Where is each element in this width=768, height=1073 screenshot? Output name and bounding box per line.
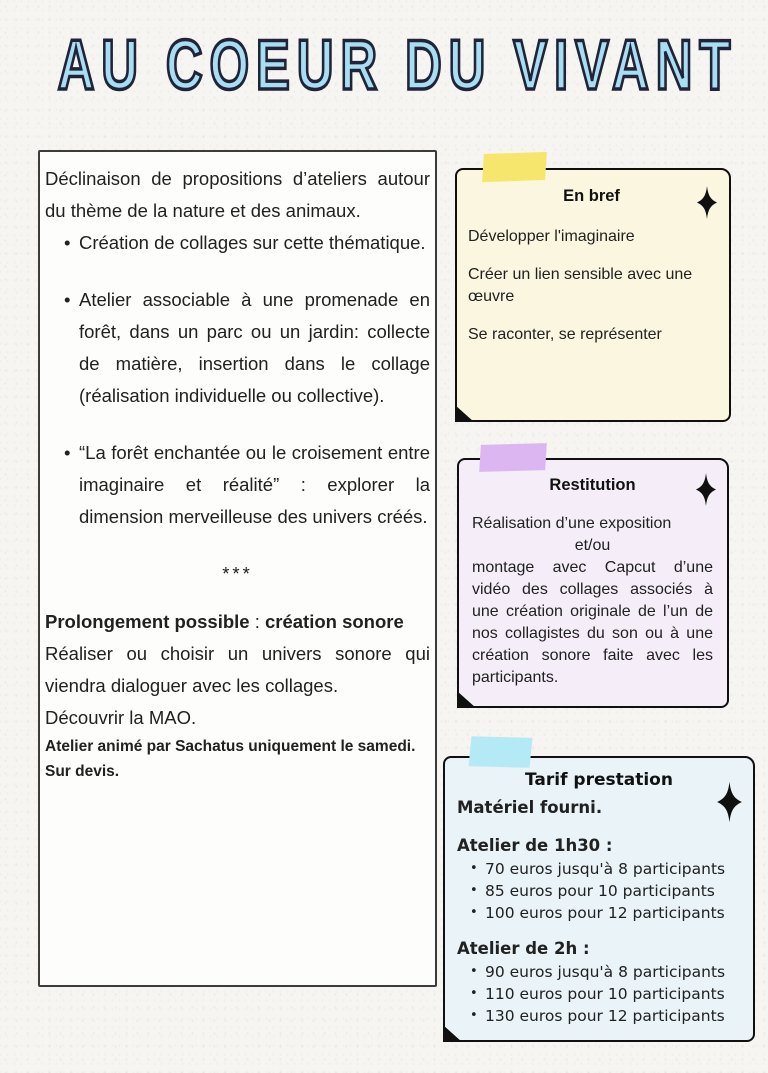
sparkle-icon	[716, 780, 743, 824]
card-line: Se raconter, se représenter	[468, 326, 662, 343]
price-item: • 90 euros jusqu'à 8 participants	[457, 961, 741, 983]
card-tarif-prestation	[443, 756, 755, 1042]
intro-paragraph: Déclinaison de propositions d’ateliers autour du thème de la nature et des animaux.	[45, 168, 430, 221]
price-item: • 100 euros pour 12 participants	[457, 902, 741, 924]
prolongement-colon: :	[249, 611, 265, 632]
price-list	[457, 858, 741, 924]
list-item: • Création de collages sur cette thématique.	[45, 227, 430, 259]
tape-icon	[479, 443, 547, 472]
sonore-paragraph: Réaliser ou choisir un univers sonore qui viendra dialoguer avec les collages.	[45, 643, 430, 696]
page-fold-icon	[443, 1025, 462, 1042]
main-text-box	[38, 150, 437, 987]
prolongement-line	[45, 606, 430, 638]
price-list	[457, 961, 741, 1027]
mao-line: Découvrir la MAO.	[45, 707, 197, 728]
card-line: Créer un lien sensible avec une œuvre	[468, 266, 693, 305]
card-line: Réalisation d’une exposition	[472, 515, 672, 532]
list-item: • Atelier associable à une promenade en forêt, dans un parc ou un jardin: collecte de matière, insertion dans le collage (réalisation individuelle ou collective).	[45, 284, 430, 412]
page-fold-icon	[457, 691, 476, 708]
asterisk-separator: ***	[222, 563, 253, 584]
tape-icon	[482, 152, 547, 182]
page-title: AU COEUR DU VIVANT	[57, 25, 738, 105]
price-item: • 85 euros pour 10 participants	[457, 880, 741, 902]
price-item: • 70 euros jusqu'à 8 participants	[457, 858, 741, 880]
card-paragraph: montage avec Capcut d’une vidéo des collages associés à une création originale de l’un de nos collagistes du son ou à une création sonore faite avec les participants.	[472, 559, 713, 686]
card-title: Tarif prestation	[525, 770, 673, 790]
card-title: Restitution	[549, 476, 636, 494]
card-line: et/ou	[574, 537, 611, 554]
sparkle-icon	[696, 184, 718, 221]
list-item: • “La forêt enchantée ou le croisement entre imaginaire et réalité” : explorer la dimension merveilleuse des univers créés.	[45, 437, 430, 533]
card-restitution	[457, 458, 729, 708]
materiel-line: Matériel fourni.	[457, 798, 603, 817]
card-en-bref	[455, 168, 731, 422]
footer-note: Atelier animé par Sachatus uniquement le samedi. Sur devis.	[45, 738, 416, 780]
page-fold-icon	[455, 405, 474, 422]
price-item: • 110 euros pour 10 participants	[457, 983, 741, 1005]
section-heading: Atelier de 1h30 :	[457, 836, 613, 855]
bullet-list	[45, 227, 430, 533]
card-line: Développer l'imaginaire	[468, 228, 635, 245]
sparkle-icon	[695, 471, 717, 508]
section-heading: Atelier de 2h :	[457, 939, 590, 958]
price-item: • 130 euros pour 12 participants	[457, 1005, 741, 1027]
card-title: En bref	[563, 187, 620, 205]
tape-icon	[469, 736, 533, 768]
creation-sonore-bold: création sonore	[264, 611, 404, 632]
prolongement-bold: Prolongement possible	[45, 611, 250, 632]
